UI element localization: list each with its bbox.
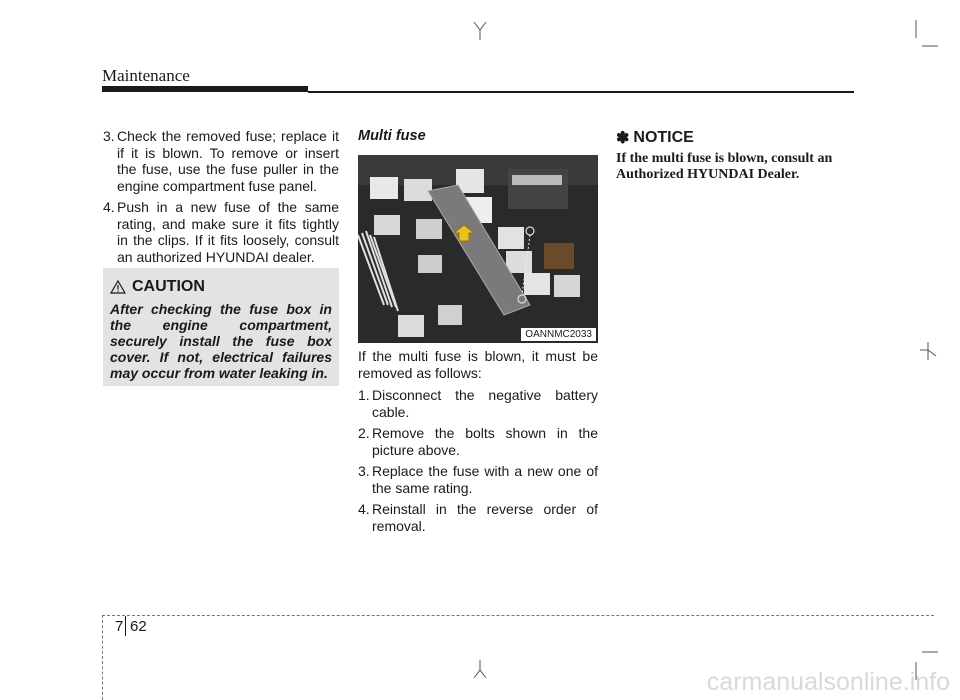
step-text: Reinstall in the reverse order of removal. [372,501,598,534]
notice-title: NOTICE [633,129,694,146]
multi-fuse-instructions [358,348,598,539]
chapter-number: 7 [115,618,124,635]
notice-symbol-icon: ✽ [616,130,630,147]
step-text: Disconnect the negative battery cable. [372,387,598,420]
caution-title: CAUTION [132,278,205,295]
caution-box [103,268,339,386]
step-number: 2. [358,425,370,441]
crop-mark-top-right [916,20,938,46]
multi-fuse-step-4 [358,501,598,534]
left-column [103,128,339,270]
caution-heading [110,278,332,296]
step-text: Remove the bolts shown in the picture above. [372,425,598,458]
notice-heading [616,128,694,148]
multi-fuse-intro: If the multi fuse is blown, it must be removed as follows: [358,348,598,381]
notice-text: If the multi fuse is blown, consult an Authorized HYUNDAI Dealer. [616,151,833,182]
multi-fuse-step-2 [358,425,598,458]
step-text: Push in a new fuse of the same rating, and make sure it fits tightly in the clips. If it fits loosely, consult an authorized HYUNDAI dealer. [117,199,339,265]
step-number: 4. [103,199,115,215]
registration-mark-right [920,342,936,360]
footer-dashed-vertical [102,615,103,700]
registration-mark-bottom [474,660,486,678]
step-text: Check the removed fuse; replace it if it is blown. To remove or insert the fuse, use the fuse puller in the engine compartment fuse panel. [117,128,339,194]
caution-text: After checking the fuse box in the engine compartment, securely install the fuse box cover. If not, electrical failures may occur from water leaking in. [110,301,332,381]
multi-fuse-step-1 [358,387,598,420]
footer-dashed-line [102,615,934,616]
step-number: 4. [358,501,370,517]
page-header-title: Maintenance [102,66,190,85]
multi-fuse-heading: Multi fuse [358,128,426,144]
step-number: 3. [103,128,115,144]
fuse-box-illustration [358,155,598,343]
image-code-label: OANNMC2033 [521,328,596,341]
step-text: Replace the fuse with a new one of the same rating. [372,463,598,496]
page-number: 62 [130,618,147,635]
watermark-text: carmanualsonline.info [706,668,950,696]
registration-mark-top [474,22,486,40]
warning-triangle-icon [110,280,126,294]
left-step-3 [103,128,339,194]
fuse-box-photo [358,155,598,343]
step-number: 1. [358,387,370,403]
page-number-separator [125,616,126,636]
multi-fuse-step-3 [358,463,598,496]
left-step-4 [103,199,339,265]
step-number: 3. [358,463,370,479]
